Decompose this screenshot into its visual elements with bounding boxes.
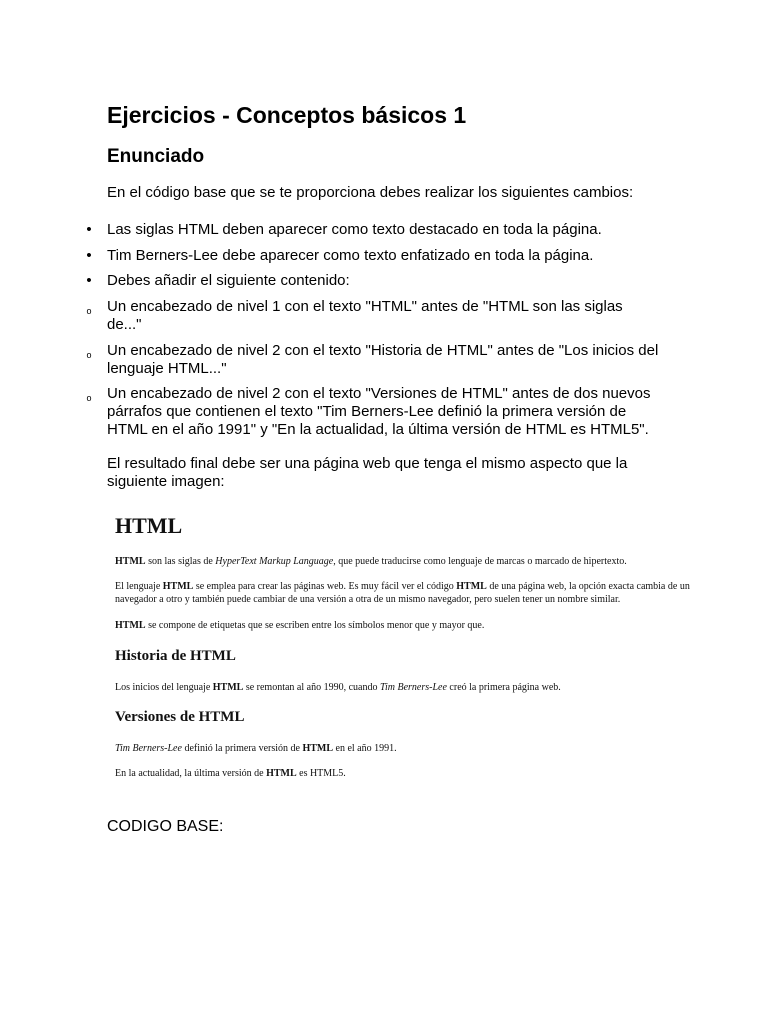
list-item — [86, 342, 667, 378]
preview-paragraph — [115, 580, 710, 606]
preview-heading-historia: Historia de HTML — [115, 648, 236, 664]
preview-strong: HTML — [302, 743, 334, 754]
preview-text: , que puede traducirse como lenguaje de marcas o marcado de hipertexto. — [333, 556, 627, 567]
preview-text: en el año 1991. — [333, 743, 397, 754]
preview-text: se emplea para crear las páginas web. Es muy fácil ver el código — [193, 581, 457, 592]
preview-strong: HTML — [115, 620, 146, 631]
preview-heading-versiones: Versiones de HTML — [115, 709, 245, 725]
preview-paragraph — [115, 681, 710, 694]
codigo-base-label: CODIGO BASE: — [107, 818, 224, 835]
bullet-marker: • — [86, 221, 92, 238]
preview-paragraph — [115, 742, 710, 755]
preview-text: definió la primera versión de — [181, 743, 303, 754]
circle-marker: o — [86, 393, 92, 403]
list-item — [86, 298, 637, 334]
section-heading: Enunciado — [107, 146, 205, 167]
preview-text: El lenguaje — [115, 581, 163, 592]
preview-text: Los inicios del lenguaje — [115, 682, 213, 693]
preview-paragraph — [115, 619, 710, 632]
list-item-text: Un encabezado de nivel 2 con el texto "Historia de HTML" antes de "Los inicios del lenguaje HTML..." — [107, 342, 659, 377]
preview-text: es HTML5. — [296, 768, 346, 779]
preview-paragraph — [115, 767, 710, 780]
list-item — [86, 385, 657, 439]
preview-text: de una página web, la opción exacta cambia de un navegador a otro y también puede cambiar de una versión a otra de un mismo navegador, pero suelen tener un nombre similar. — [115, 581, 690, 605]
list-item — [86, 221, 667, 239]
preview-text: son las siglas de — [145, 556, 216, 567]
preview-strong: HTML — [212, 682, 244, 693]
preview-strong: HTML — [456, 581, 487, 592]
page-title: Ejercicios - Conceptos básicos 1 — [107, 102, 467, 128]
result-paragraph: El resultado final debe ser una página web que tenga el mismo aspecto que la siguiente imagen: — [107, 455, 628, 490]
circle-marker: o — [86, 306, 92, 316]
preview-heading-html: HTML — [115, 513, 183, 538]
intro-paragraph: En el código base que se te proporciona debes realizar los siguientes cambios: — [107, 184, 634, 201]
list-item — [86, 272, 667, 290]
preview-text: creó la primera página web. — [446, 682, 561, 693]
list-item-text: Las siglas HTML deben aparecer como texto destacado en toda la página. — [107, 221, 602, 238]
circle-marker: o — [86, 350, 92, 360]
preview-emphasis: Tim Berners-Lee — [115, 743, 182, 754]
preview-text: se compone de etiquetas que se escriben entre los símbolos menor que y mayor que. — [145, 620, 485, 631]
preview-strong: HTML — [115, 556, 146, 567]
list-item-text: Un encabezado de nivel 1 con el texto "HTML" antes de "HTML son las siglas de..." — [107, 298, 623, 333]
preview-emphasis: Tim Berners-Lee — [379, 682, 447, 693]
list-item-text: Tim Berners-Lee debe aparecer como texto enfatizado en toda la página. — [107, 247, 594, 264]
preview-emphasis: HyperText Markup Language — [215, 556, 334, 567]
bullet-marker: • — [86, 272, 92, 289]
list-item-text: Debes añadir el siguiente contenido: — [107, 272, 350, 289]
preview-strong: HTML — [162, 581, 194, 592]
result-preview-image — [107, 505, 712, 790]
list-item-text: Un encabezado de nivel 2 con el texto "Versiones de HTML" antes de dos nuevos párrafos que contienen el texto "Tim Berners-Lee definió la primera versión de HTML en el año 1991" y "En la actualidad, la última versión de HTML es HTML5". — [107, 385, 651, 438]
preview-text: se remontan al año 1990, cuando — [243, 682, 380, 693]
bullet-marker: • — [86, 247, 92, 264]
preview-strong: HTML — [266, 768, 297, 779]
preview-paragraph — [115, 555, 710, 568]
preview-text: En la actualidad, la última versión de — [115, 768, 267, 779]
list-item — [86, 247, 667, 265]
